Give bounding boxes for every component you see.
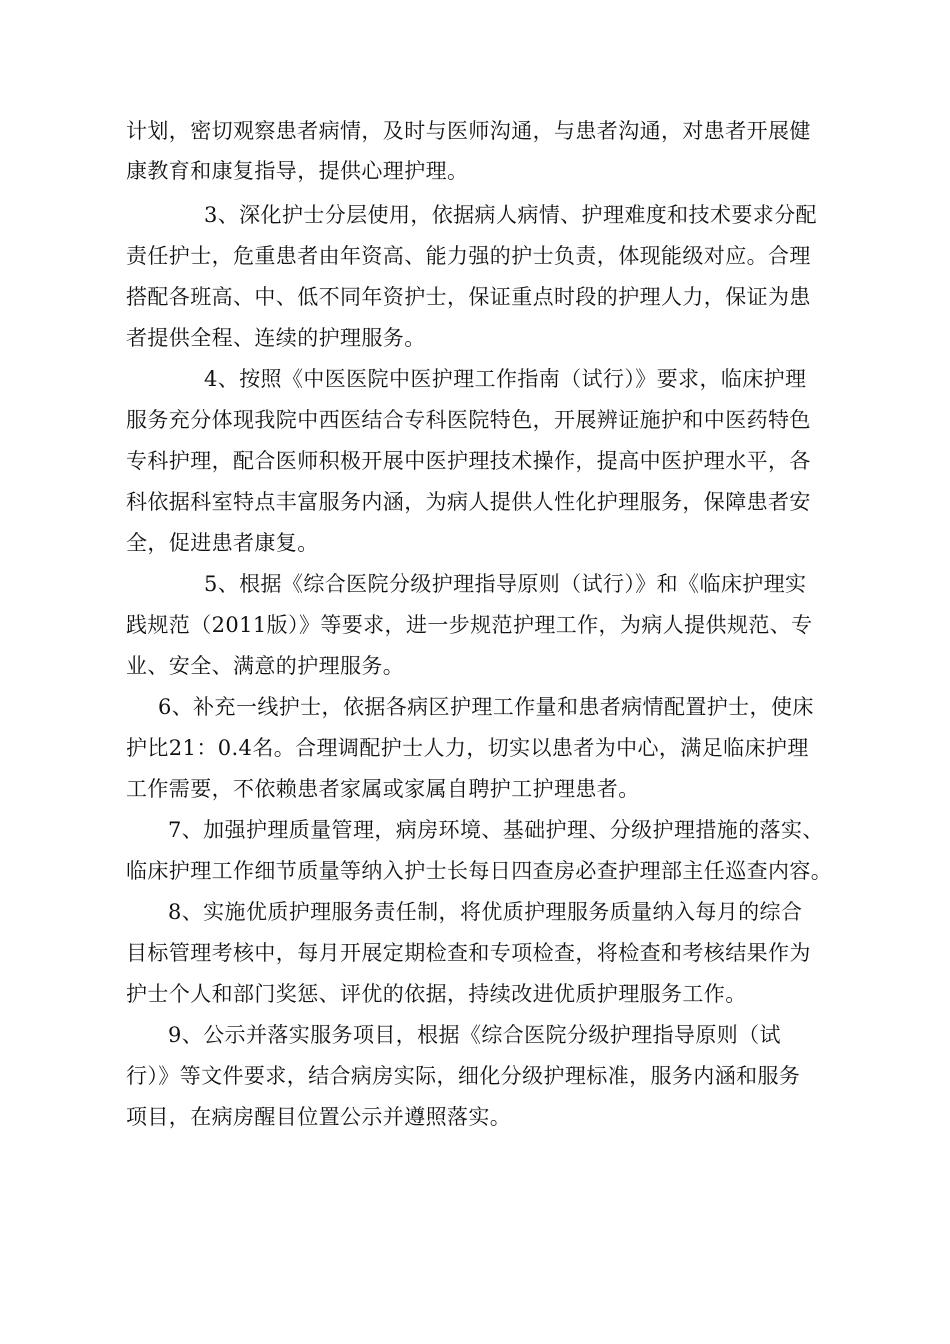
paragraph-line: 业、安全、满意的护理服务。 (126, 654, 405, 678)
paragraph-line: 康教育和康复指导，提供心理护理。 (126, 159, 469, 183)
paragraph-line: 者提供全程、连续的护理服务。 (126, 326, 426, 350)
paragraph-line: 9、公示并落实服务项目，根据《综合医院分级护理指导原则（试 (168, 1023, 781, 1047)
paragraph-line: 责任护士，危重患者由年资高、能力强的护士负责，体现能级对应。合理 (126, 244, 811, 268)
paragraph-line: 护士个人和部门奖惩、评优的依据，持续改进优质护理服务工作。 (126, 982, 747, 1006)
paragraph-line: 项目，在病房醒目位置公示并遵照落实。 (126, 1105, 512, 1129)
paragraph-line: 专科护理，配合医师积极开展中医护理技术操作，提高中医护理水平，各 (126, 449, 811, 473)
paragraph-line: 目标管理考核中，每月开展定期检查和专项检查，将检查和考核结果作为 (126, 941, 811, 965)
paragraph-line: 3、深化护士分层使用，依据病人病情、护理难度和技术要求分配 (204, 203, 817, 227)
paragraph-line: 临床护理工作细节质量等纳入护士长每日四查房必查护理部主任巡查内容。 (126, 859, 833, 883)
paragraph-line: 科依据科室特点丰富服务内涵，为病人提供人性化护理服务，保障患者安 (126, 490, 811, 514)
paragraph-line: 全，促进患者康复。 (126, 531, 319, 555)
paragraph-line: 工作需要，不依赖患者家属或家属自聘护工护理患者。 (126, 777, 640, 801)
paragraph-line: 7、加强护理质量管理，病房环境、基础护理、分级护理措施的落实、 (168, 818, 824, 842)
paragraph-line: 6、补充一线护士，依据各病区护理工作量和患者病情配置护士，使床 (158, 695, 814, 719)
paragraph-line: 搭配各班高、中、低不同年资护士，保证重点时段的护理人力，保证为患 (126, 285, 811, 309)
paragraph-line: 计划，密切观察患者病情，及时与医师沟通，与患者沟通，对患者开展健 (126, 119, 811, 143)
paragraph-line: 践规范（2011版）》等要求，进一步规范护理工作，为病人提供规范、专 (126, 613, 813, 637)
paragraph-line: 行）》等文件要求，结合病房实际，细化分级护理标准，服务内涵和服务 (126, 1064, 801, 1088)
paragraph-line: 5、根据《综合医院分级护理指导原则（试行）》和《临床护理实 (204, 572, 807, 596)
paragraph-line: 服务充分体现我院中西医结合专科医院特色，开展辨证施护和中医药特色 (126, 408, 811, 432)
paragraph-line: 8、实施优质护理服务责任制，将优质护理服务质量纳入每月的综合 (168, 900, 803, 924)
paragraph-line: 护比21：0.4名。合理调配护士人力，切实以患者为中心，满足临床护理 (126, 736, 809, 760)
paragraph-line: 4、按照《中医医院中医护理工作指南（试行）》要求，临床护理 (204, 367, 807, 391)
